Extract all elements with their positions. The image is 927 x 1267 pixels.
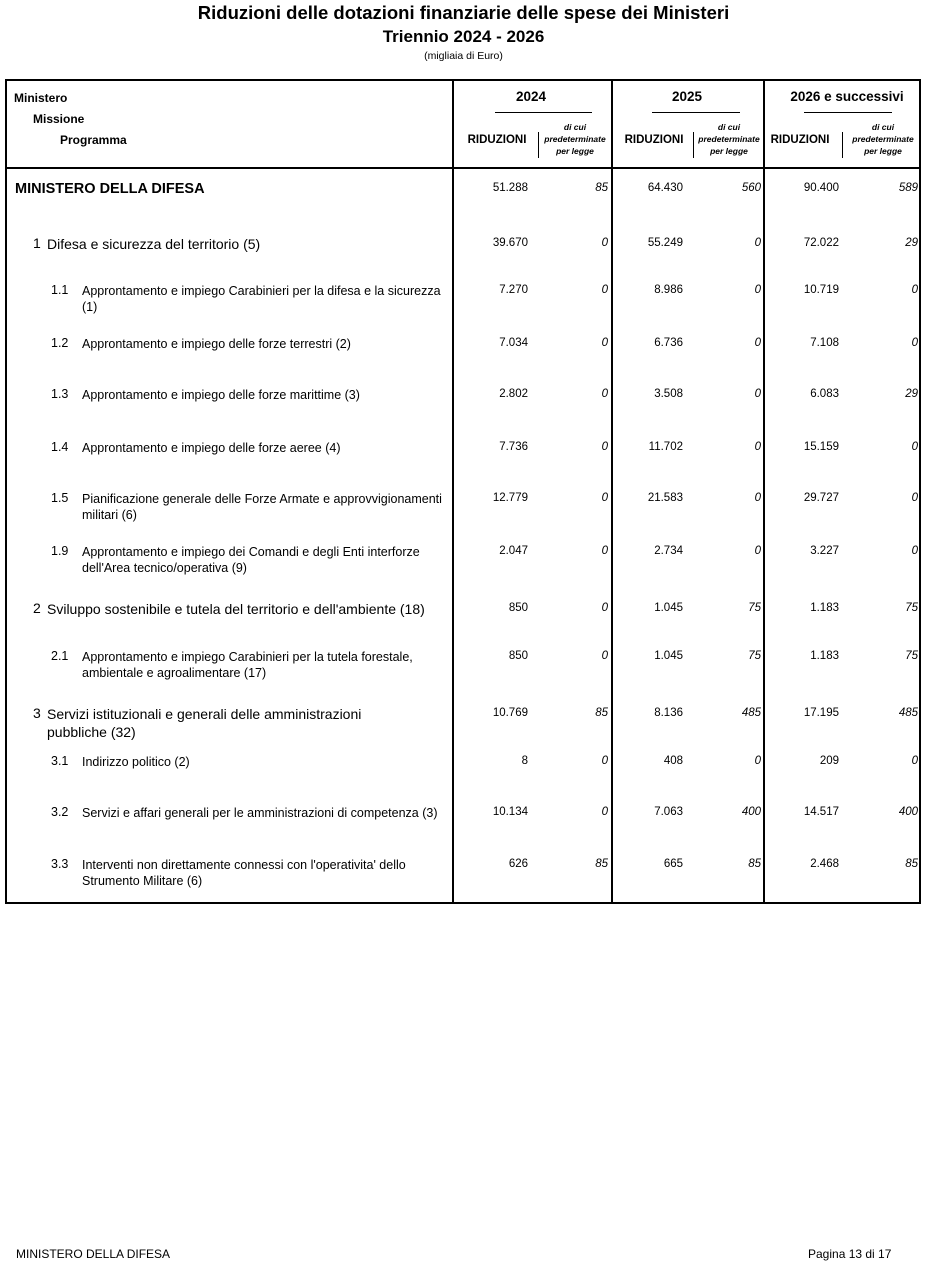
riduzioni-2026: RIDUZIONI <box>770 134 830 146</box>
riduzioni-2024-value: 7.736 <box>499 441 528 453</box>
predeterminate-2026-value: 400 <box>898 806 918 818</box>
predeterminate-2024-value: 0 <box>601 650 608 662</box>
row-label: Approntamento e impiego delle forze terrestri (2) <box>82 337 351 351</box>
row-label: Difesa e sicurezza del territorio (5) <box>47 236 261 252</box>
row-label: Indirizzo politico (2) <box>82 755 190 769</box>
budget-table <box>5 79 921 904</box>
riduzioni-2024-value: 12.779 <box>492 492 528 504</box>
predeterminate-2026-value: 485 <box>898 707 918 719</box>
riduzioni-2026-value: 1.183 <box>810 602 839 614</box>
predeterminate-2026-value: 0 <box>911 492 918 504</box>
predeterminate-2024-value: 0 <box>601 284 608 296</box>
predeterminate-2025-value: 75 <box>748 602 761 614</box>
predeterminate-2025-value: 75 <box>748 650 761 662</box>
row-code: 1.5 <box>51 491 69 505</box>
predeterminate-2026-value: 589 <box>898 182 918 194</box>
riduzioni-2024-value: 626 <box>508 858 528 870</box>
predeterminate-2026-value: 0 <box>911 441 918 453</box>
row-code: 1.2 <box>51 336 69 350</box>
riduzioni-2024-value: 10.134 <box>492 806 528 818</box>
row-label: Servizi e affari generali per le amministrazioni di competenza (3) <box>82 806 438 820</box>
riduzioni-2025-value: 408 <box>663 755 683 767</box>
year-2024: 2024 <box>515 89 547 104</box>
row-label: Approntamento e impiego delle forze aeree (4) <box>82 441 341 455</box>
riduzioni-2025-value: 8.136 <box>654 707 683 719</box>
riduzioni-2024-value: 2.802 <box>499 388 528 400</box>
riduzioni-2026-value: 29.727 <box>803 492 839 504</box>
header-ministero: Ministero <box>14 91 68 105</box>
riduzioni-2025-value: 6.736 <box>654 337 683 349</box>
header-programma: Programma <box>60 133 127 147</box>
riduzioni-2026-value: 3.227 <box>810 545 839 557</box>
predeterminate-2025-value: 85 <box>748 858 761 870</box>
predeterminate-2025-value: 560 <box>741 182 761 194</box>
footer-ministry: MINISTERO DELLA DIFESA <box>16 1247 171 1261</box>
year-underline <box>495 112 592 113</box>
row-code: 1.3 <box>51 387 69 401</box>
predeterminate-2024-value: 0 <box>601 492 608 504</box>
row-code: 1.9 <box>51 544 69 558</box>
riduzioni-2025: RIDUZIONI <box>624 134 684 146</box>
header-divider <box>7 167 919 169</box>
row-code: 2 <box>33 600 41 616</box>
riduzioni-2025-value: 7.063 <box>654 806 683 818</box>
dicui-2025: di cui predeterminate per legge <box>698 122 760 156</box>
predeterminate-2026-value: 85 <box>905 858 918 870</box>
riduzioni-2026-value: 209 <box>819 755 839 767</box>
predeterminate-2026-value: 0 <box>911 284 918 296</box>
predeterminate-2024-value: 0 <box>601 388 608 400</box>
riduzioni-2026-value: 1.183 <box>810 650 839 662</box>
page-subtitle: Triennio 2024 - 2026 <box>382 27 545 46</box>
predeterminate-2025-value: 0 <box>754 545 761 557</box>
row-label: Approntamento e impiego delle forze marittime (3) <box>82 388 360 402</box>
riduzioni-2026-value: 72.022 <box>803 237 839 249</box>
row-code: 2.1 <box>51 649 69 663</box>
riduzioni-2026-value: 14.517 <box>803 806 839 818</box>
riduzioni-2025-value: 55.249 <box>647 237 683 249</box>
predeterminate-2024-value: 85 <box>595 858 608 870</box>
riduzioni-2026-value: 15.159 <box>803 441 839 453</box>
predeterminate-2025-value: 0 <box>754 237 761 249</box>
riduzioni-2026-value: 7.108 <box>810 337 839 349</box>
row-label: Pianificazione generale delle Forze Armate e approvvigionamenti militari (6) <box>82 492 442 522</box>
predeterminate-2026-value: 29 <box>905 237 918 249</box>
riduzioni-2024-value: 850 <box>508 650 528 662</box>
riduzioni-2025-value: 21.583 <box>647 492 683 504</box>
riduzioni-2024-value: 7.034 <box>499 337 528 349</box>
row-code: 3.1 <box>51 754 69 768</box>
predeterminate-2026-value: 29 <box>905 388 918 400</box>
row-label: Servizi istituzionali e generali delle amministrazioni pubbliche (32) <box>47 706 362 740</box>
dicui-2024: di cui predeterminate per legge <box>544 122 606 156</box>
riduzioni-2025-value: 11.702 <box>648 441 683 453</box>
riduzioni-2025-value: 64.430 <box>647 182 683 194</box>
riduzioni-2026-value: 17.195 <box>803 707 839 719</box>
predeterminate-2026-value: 0 <box>911 545 918 557</box>
row-code: 1.4 <box>51 440 69 454</box>
riduzioni-2024-value: 850 <box>508 602 528 614</box>
row-label: MINISTERO DELLA DIFESA <box>15 181 205 197</box>
predeterminate-2025-value: 485 <box>741 707 761 719</box>
riduzioni-2026-value: 2.468 <box>810 858 839 870</box>
predeterminate-2024-value: 0 <box>601 337 608 349</box>
year-2025: 2025 <box>671 89 703 104</box>
predeterminate-2026-value: 75 <box>905 602 918 614</box>
predeterminate-2024-value: 85 <box>595 182 608 194</box>
unit-note: (migliaia di Euro) <box>424 50 503 62</box>
riduzioni-2024-value: 8 <box>521 755 528 767</box>
row-label: Approntamento e impiego Carabinieri per la tutela forestale, ambientale e agroalimentare (17) <box>82 650 413 680</box>
row-label: Approntamento e impiego Carabinieri per la difesa e la sicurezza (1) <box>82 284 441 314</box>
row-code: 3.3 <box>51 857 69 871</box>
row-label: Interventi non direttamente connessi con l'operativita' dello Strumento Militare (6) <box>82 858 406 888</box>
predeterminate-2025-value: 0 <box>754 492 761 504</box>
year-underline <box>804 112 892 113</box>
predeterminate-2025-value: 400 <box>741 806 761 818</box>
riduzioni-2024-value: 10.769 <box>492 707 528 719</box>
riduzioni-2026-value: 10.719 <box>803 284 839 296</box>
riduzioni-2024-value: 39.670 <box>492 237 528 249</box>
riduzioni-2024-value: 7.270 <box>499 284 528 296</box>
predeterminate-2024-value: 0 <box>601 806 608 818</box>
riduzioni-2026-value: 6.083 <box>810 388 839 400</box>
riduzioni-2025-value: 3.508 <box>654 388 683 400</box>
page-number: Pagina 13 di 17 <box>808 1247 892 1261</box>
row-code: 1 <box>33 235 41 251</box>
riduzioni-2024: RIDUZIONI <box>467 134 527 146</box>
year-underline <box>652 112 740 113</box>
predeterminate-2025-value: 0 <box>754 441 761 453</box>
row-label: Approntamento e impiego dei Comandi e degli Enti interforze dell'Area tecnico/operativa (9) <box>82 545 420 575</box>
riduzioni-2025-value: 2.734 <box>654 545 683 557</box>
year-2026: 2026 e successivi <box>790 89 904 104</box>
header-missione: Missione <box>33 112 85 126</box>
predeterminate-2024-value: 85 <box>595 707 608 719</box>
riduzioni-2024-value: 51.288 <box>492 182 528 194</box>
predeterminate-2024-value: 0 <box>601 237 608 249</box>
riduzioni-2025-value: 8.986 <box>654 284 683 296</box>
row-code: 3 <box>33 705 41 721</box>
predeterminate-2025-value: 0 <box>754 388 761 400</box>
page-title: Riduzioni delle dotazioni finanziarie delle spese dei Ministeri <box>197 2 730 23</box>
riduzioni-2025-value: 665 <box>663 858 683 870</box>
predeterminate-2024-value: 0 <box>601 441 608 453</box>
riduzioni-2024-value: 2.047 <box>499 545 528 557</box>
predeterminate-2025-value: 0 <box>754 337 761 349</box>
subcol-divider <box>842 132 843 158</box>
predeterminate-2026-value: 0 <box>911 337 918 349</box>
riduzioni-2026-value: 90.400 <box>803 182 839 194</box>
row-code: 3.2 <box>51 805 69 819</box>
row-label: Sviluppo sostenibile e tutela del territorio e dell'ambiente (18) <box>47 601 425 617</box>
riduzioni-2025-value: 1.045 <box>654 650 683 662</box>
predeterminate-2026-value: 0 <box>911 755 918 767</box>
predeterminate-2024-value: 0 <box>601 545 608 557</box>
predeterminate-2026-value: 75 <box>905 650 918 662</box>
predeterminate-2024-value: 0 <box>601 755 608 767</box>
predeterminate-2025-value: 0 <box>754 284 761 296</box>
riduzioni-2025-value: 1.045 <box>654 602 683 614</box>
row-code: 1.1 <box>51 283 69 297</box>
predeterminate-2025-value: 0 <box>754 755 761 767</box>
predeterminate-2024-value: 0 <box>601 602 608 614</box>
dicui-2026: di cui predeterminate per legge <box>852 122 914 156</box>
